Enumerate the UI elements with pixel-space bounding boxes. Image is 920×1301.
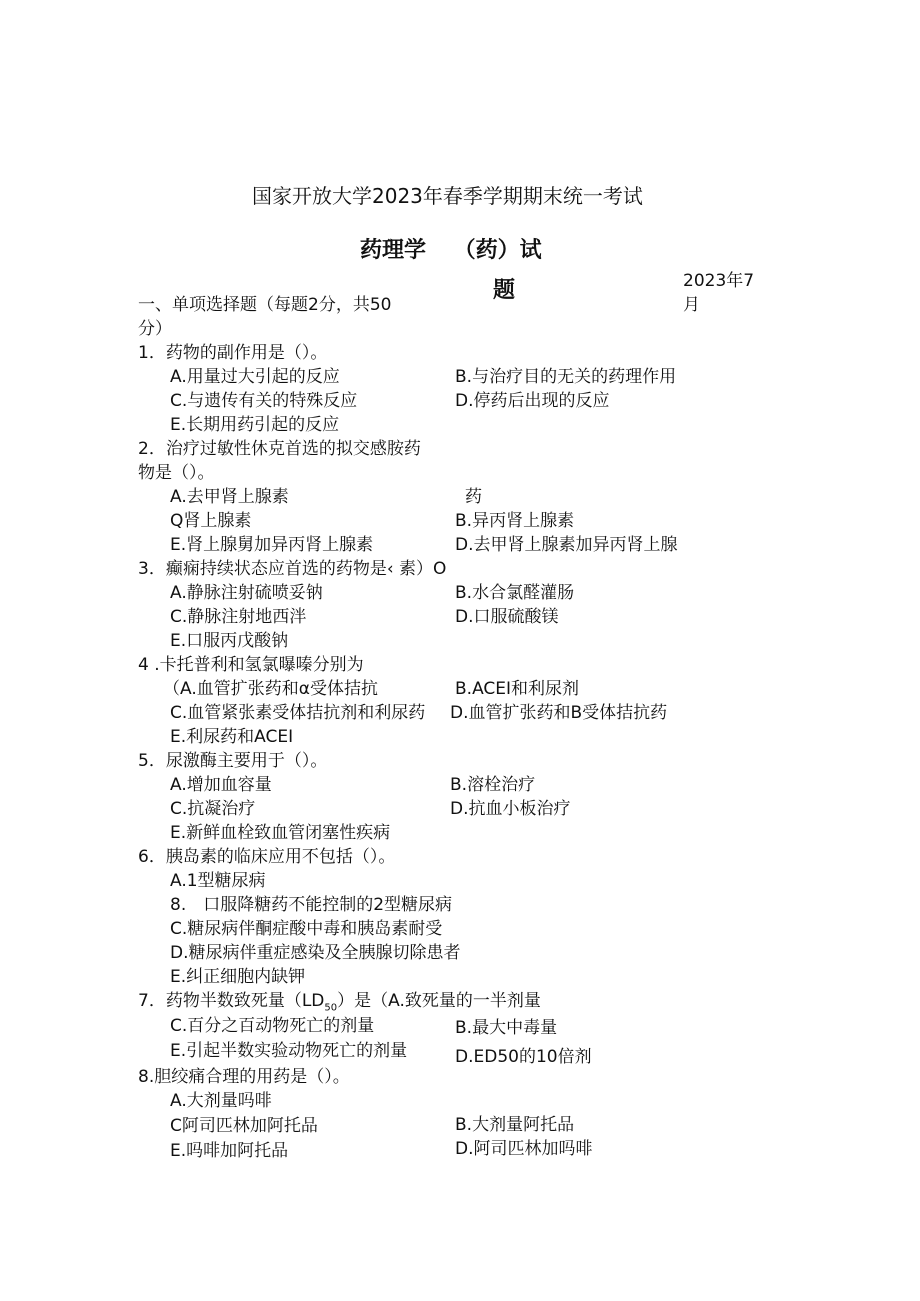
- option-c: C.百分之百动物死亡的剂量: [170, 1016, 375, 1036]
- question-stem: [138, 990, 541, 1012]
- option-a: A.1型糖尿病: [170, 871, 266, 891]
- option-b: 8. 口服降糖药不能控制的2型糖尿病: [170, 895, 453, 915]
- option-d: D.糖尿病伴重症感染及全胰腺切除患者: [170, 943, 461, 963]
- exam-title: 国家开放大学2023年春季学期期末统一考试: [252, 184, 643, 208]
- option-c: C.糖尿病伴酮症酸中毒和胰岛素耐受: [170, 919, 443, 939]
- section-title: 一、单项选择题（每题2分，共50: [138, 295, 392, 315]
- option-c: C.静脉注射地西泮: [170, 607, 307, 627]
- option-c: C.血管紧张素受体拮抗剂和利尿药: [170, 703, 426, 723]
- option-b: B.异丙肾上腺素: [455, 511, 575, 531]
- option-a: A.用量过大引起的反应: [170, 367, 340, 387]
- option-c: Q肾上腺素: [170, 511, 252, 531]
- option-e: E.引起半数实验动物死亡的剂量: [170, 1041, 408, 1061]
- section-title-continued: 分）: [138, 319, 172, 339]
- option-b: B.最大中毒量: [455, 1018, 558, 1038]
- option-d: D.阿司匹林加吗啡: [455, 1139, 593, 1159]
- option-a: A.静脉注射硫喷妥钠: [170, 583, 323, 603]
- question-stem-continued: 物是（）。: [138, 463, 215, 483]
- option-b: B.水合氯醛灌肠: [455, 583, 575, 603]
- option-e: E.纠正细胞内缺钾: [170, 967, 306, 987]
- question-stem: 6．胰岛素的临床应用不包括（）。: [138, 847, 396, 867]
- exam-date: 2023年7: [683, 271, 755, 291]
- option-b: B.与治疗目的无关的药理作用: [455, 367, 677, 387]
- subscript: 50: [324, 1002, 338, 1014]
- question-stem: 4 .卡托普利和氢氯曝嗪分别为: [138, 655, 364, 675]
- option-c: C阿司匹林加阿托品: [170, 1116, 318, 1136]
- option-c: C.与遗传有关的特殊反应: [170, 391, 358, 411]
- option-b: B.大剂量阿托品: [455, 1115, 575, 1135]
- option-e: E.口服丙戊酸钠: [170, 631, 289, 651]
- option-b: B.ACEI和利尿剂: [455, 679, 580, 699]
- option-d: D.口服硫酸镁: [455, 607, 559, 627]
- exam-date-month: 月: [683, 295, 700, 315]
- option-e: E.长期用药引起的反应: [170, 415, 340, 435]
- question-stem: 1．药物的副作用是（）。: [138, 343, 328, 363]
- option-b: B.溶栓治疗: [450, 775, 536, 795]
- option-d: D.停药后出现的反应: [455, 391, 610, 411]
- option-a: A.增加血容量: [170, 775, 272, 795]
- option-d: D.血管扩张药和B受体拮抗药: [450, 703, 668, 723]
- option-d: D.抗血小板治疗: [450, 799, 571, 819]
- option-e: E.肾上腺舅加异丙肾上腺素: [170, 535, 374, 555]
- question-stem-prefix: 7．药物半数致死量（LD: [138, 991, 325, 1011]
- option-e: E.利尿药和ACEI: [170, 727, 294, 747]
- subject-title: 药理学 （药）试: [360, 238, 542, 263]
- question-stem: 2．治疗过敏性休克首选的拟交感胺药: [138, 439, 421, 459]
- question-stem: 3．癫痫持续状态应首选的药物是‹ 素）O: [138, 559, 447, 579]
- option-a: A.大剂量吗啡: [170, 1091, 272, 1111]
- question-stem: 5．尿激酶主要用于（）。: [138, 751, 328, 771]
- option-a: A.去甲肾上腺素: [170, 487, 289, 507]
- question-stem: 8.胆绞痛合理的用药是（）。: [138, 1067, 350, 1087]
- option-a: （A.血管扩张药和α受体拮抗: [163, 679, 378, 699]
- option-d: D.ED50的10倍剂: [455, 1047, 592, 1067]
- option-d: D.去甲肾上腺素加异丙肾上腺: [455, 535, 678, 555]
- option-e: E.新鲜血栓致血管闭塞性疾病: [170, 823, 391, 843]
- question-stem-fragment: 药: [465, 487, 482, 507]
- subject-title-continued: 题: [493, 278, 516, 303]
- question-stem-suffix: ）是（A.致死量的一半剂量: [337, 991, 541, 1011]
- option-e: E.吗啡加阿托品: [170, 1141, 289, 1161]
- option-c: C.抗凝治疗: [170, 799, 256, 819]
